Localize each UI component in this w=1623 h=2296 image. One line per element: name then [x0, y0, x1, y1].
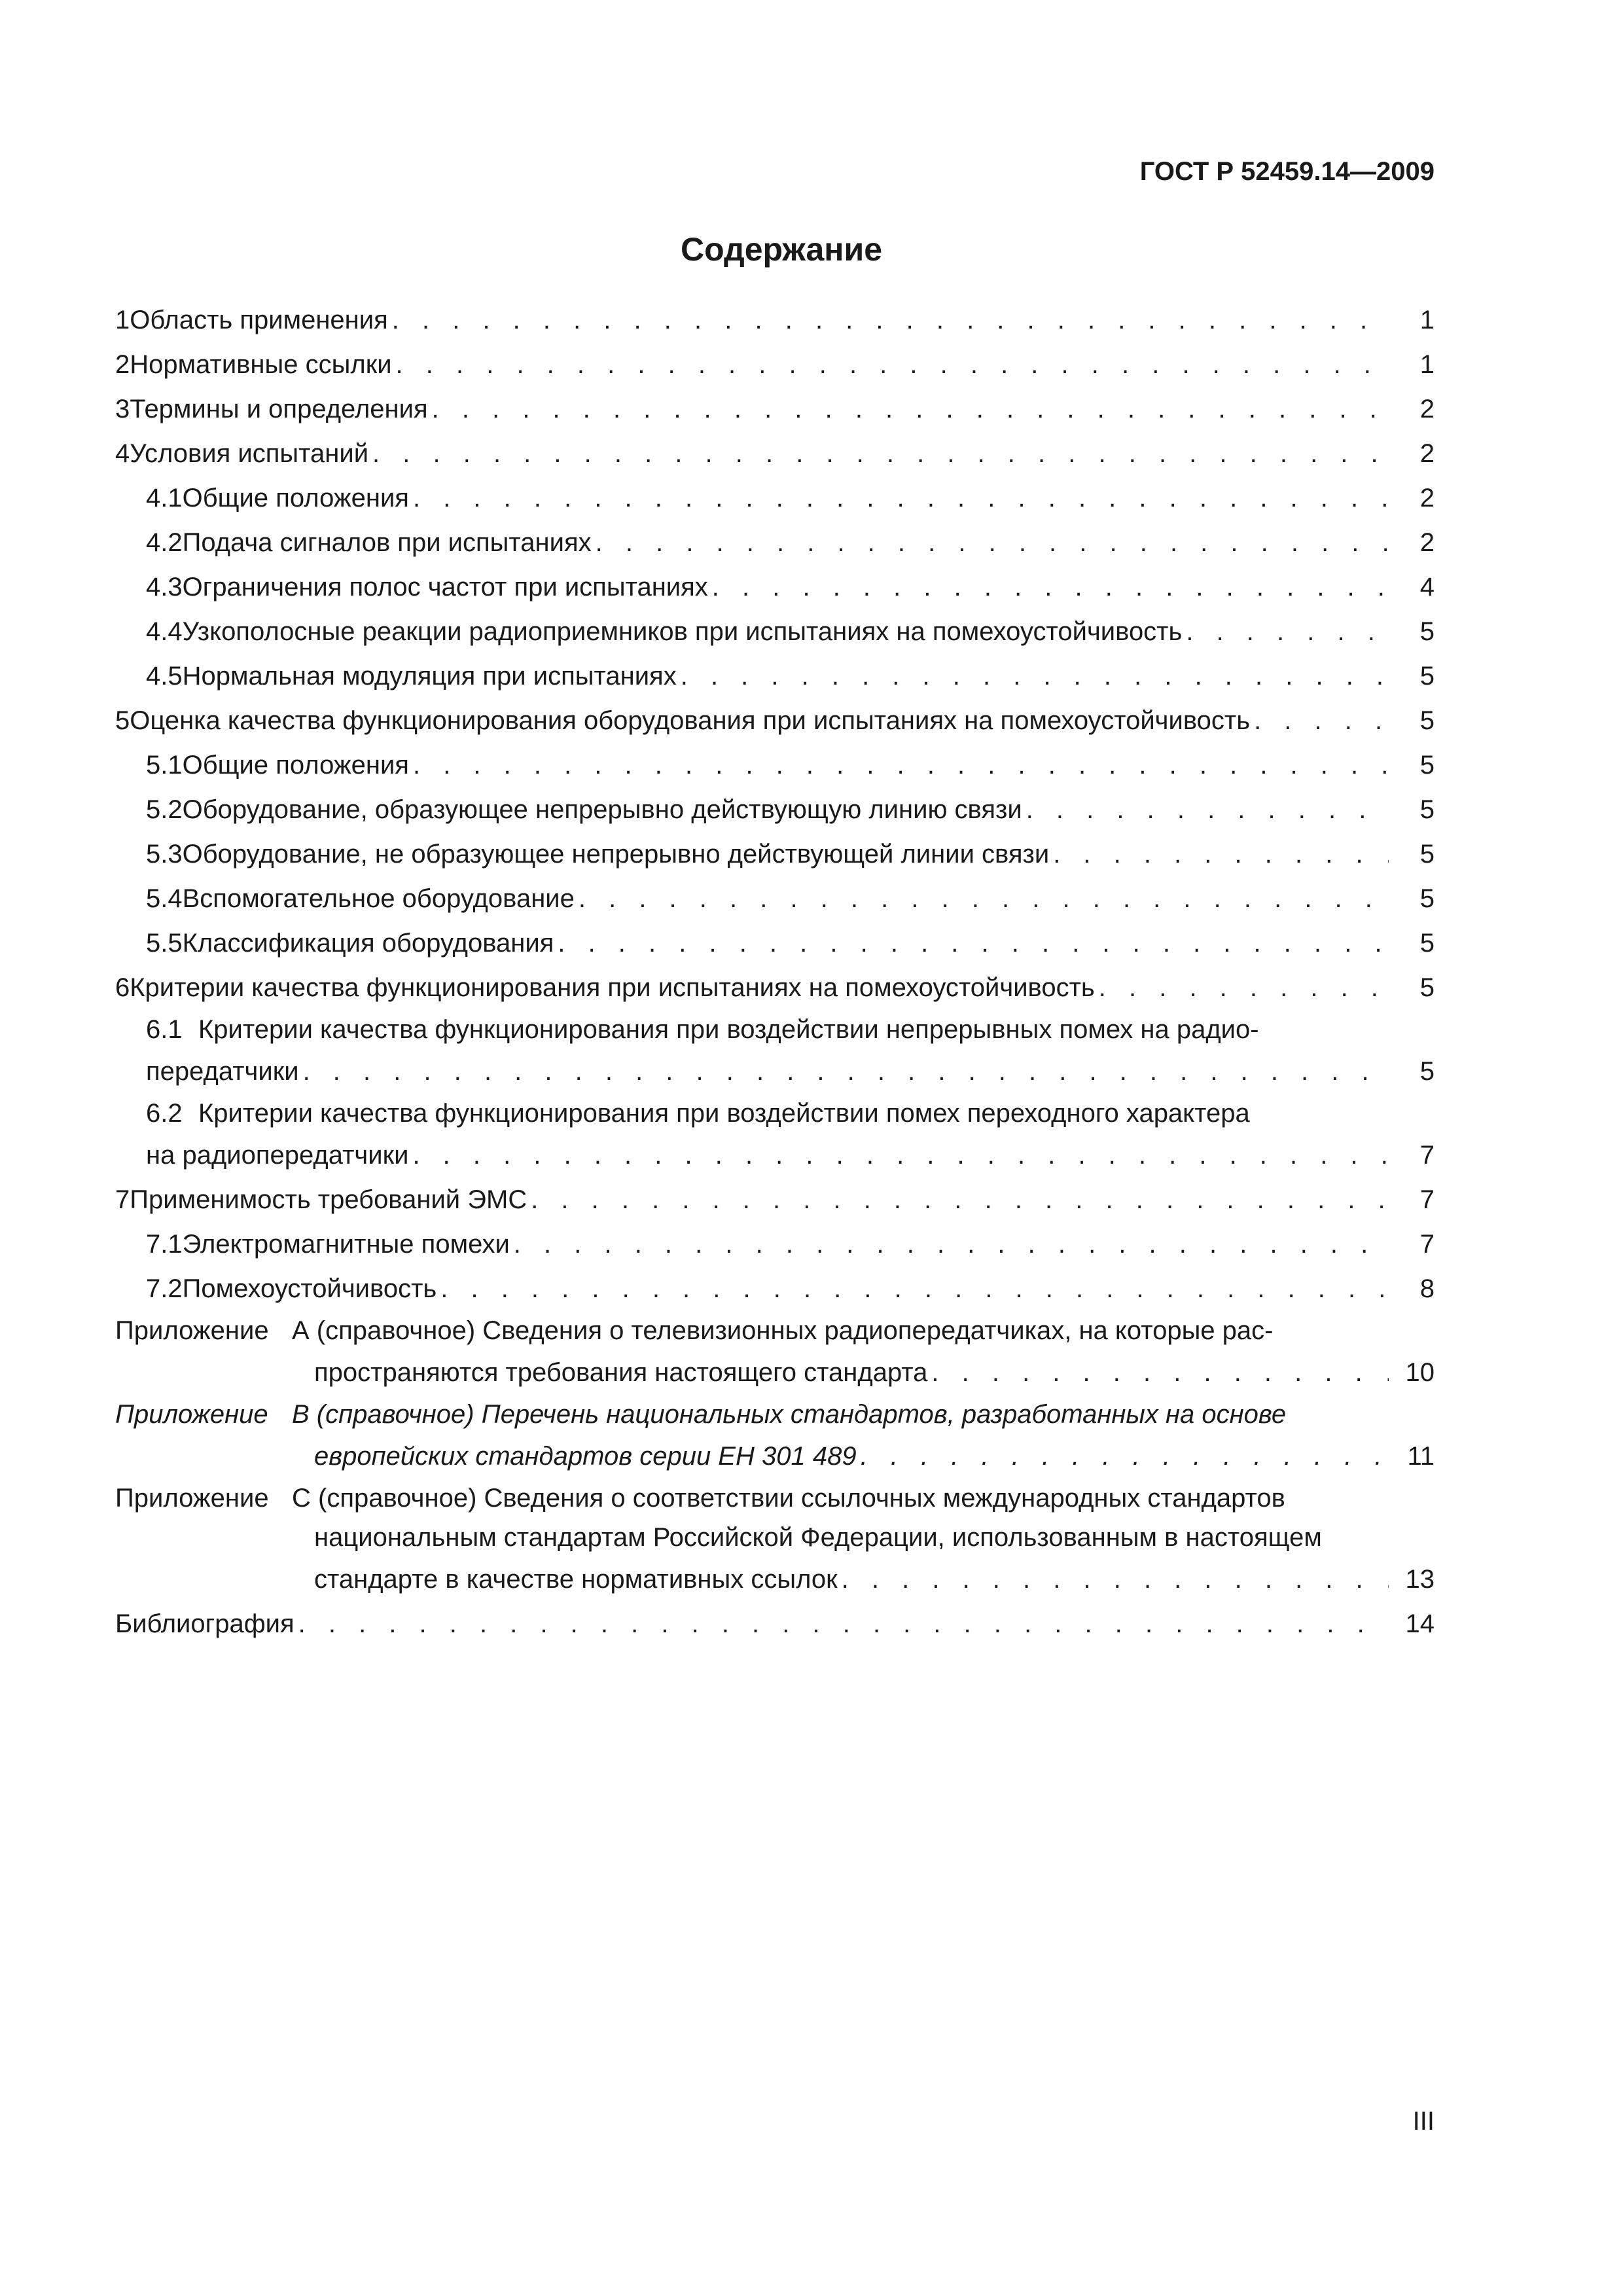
toc-subentry[interactable]	[115, 1094, 1435, 1177]
toc-entry-page: 2	[1419, 484, 1435, 512]
leader-dots	[372, 431, 1389, 476]
toc-entry-number: 3	[115, 395, 130, 423]
appendix-label: Приложение	[115, 1316, 269, 1345]
toc-entry-number: 1	[115, 306, 130, 334]
toc-entry-page: 4	[1419, 573, 1435, 601]
toc-entry-title: Нормативные ссылки	[130, 350, 392, 379]
toc-entry-number: 4.4	[146, 617, 183, 646]
toc-entry[interactable]	[115, 698, 1435, 743]
leader-dots	[579, 876, 1389, 921]
toc-entry-title: Область применения	[130, 306, 388, 334]
toc-entry-number: 6	[115, 973, 130, 1002]
toc-entry-page: 7	[1419, 1185, 1435, 1214]
toc-subentry[interactable]	[115, 787, 1435, 832]
toc-entry-title: Оценка качества функционирования оборудования при испытаниях на помехоустойчивость	[130, 706, 1251, 735]
toc-entry-title: Узкополосные реакции радиоприемников при испытаниях на помехоустойчивость	[182, 617, 1183, 646]
toc-entry-page: 5	[1419, 884, 1435, 913]
toc-entry-page: 7	[1419, 1141, 1435, 1170]
toc-entry[interactable]	[115, 1177, 1435, 1222]
toc-entry-title-line1: Критерии качества функционирования при воздействии непрерывных помех на радио-	[198, 1015, 1259, 1044]
toc-subentry[interactable]	[115, 1010, 1435, 1094]
toc-entry-number: 5.1	[146, 751, 183, 780]
toc-entry-title: Вспомогательное оборудование	[182, 884, 575, 913]
toc-entry-page: 7	[1419, 1230, 1435, 1259]
appendix-title-line1: А (справочное) Сведения о телевизионных радиопередатчиках, на которые рас-	[292, 1316, 1274, 1345]
toc-entry-page: 13	[1405, 1565, 1435, 1594]
toc-subentry[interactable]	[115, 565, 1435, 609]
toc-entry-number: 4.5	[146, 662, 183, 691]
toc-entry-title: Нормальная модуляция при испытаниях	[182, 662, 677, 691]
toc-subentry[interactable]	[115, 476, 1435, 520]
toc-entry-page: 5	[1419, 751, 1435, 780]
toc-entry-number: 4.3	[146, 573, 183, 601]
toc-bibliography[interactable]	[115, 1602, 1435, 1646]
toc-subentry[interactable]	[115, 609, 1435, 654]
toc-entry-title: Классификация оборудования	[182, 929, 554, 958]
toc-entry-page: 1	[1419, 350, 1435, 379]
toc-entry-title: Общие положения	[182, 751, 409, 780]
leader-dots	[514, 1222, 1389, 1266]
toc-appendix-b[interactable]	[115, 1395, 1435, 1479]
toc-entry[interactable]	[115, 387, 1435, 431]
leader-dots	[1254, 698, 1389, 743]
leader-dots	[1053, 832, 1389, 876]
toc-entry-number: 6.2	[146, 1099, 183, 1128]
toc-entry[interactable]	[115, 965, 1435, 1010]
toc-entry-page: 5	[1419, 795, 1435, 824]
document-code: ГОСТ Р 52459.14—2009	[1139, 157, 1435, 186]
toc-entry-number: 5.5	[146, 929, 183, 958]
appendix-title-line3: стандарте в качестве нормативных ссылок	[314, 1565, 838, 1594]
toc-entry-page: 1	[1419, 306, 1435, 334]
appendix-title-line2: национальным стандартам Российской Федерации, использованным в настоящем	[314, 1523, 1322, 1552]
toc-entry[interactable]	[115, 431, 1435, 476]
toc-entry-title: Условия испытаний	[130, 439, 369, 468]
toc-entry-number: 7	[115, 1185, 130, 1214]
toc-entry-title: Библиография	[115, 1609, 294, 1638]
toc-entry-page: 2	[1419, 528, 1435, 557]
toc-entry-page: 2	[1419, 395, 1435, 423]
leader-dots	[413, 743, 1389, 787]
toc-entry-title-line2: на радиопередатчики	[146, 1141, 409, 1170]
appendix-title-line2: европейских стандартов серии ЕН 301 489	[314, 1442, 857, 1471]
leader-dots	[681, 654, 1389, 698]
toc-heading: Содержание	[680, 231, 883, 268]
leader-dots	[413, 476, 1389, 520]
toc-subentry[interactable]	[115, 743, 1435, 787]
toc-entry-title: Оборудование, не образующее непрерывно действующей линии связи	[182, 840, 1050, 869]
leader-dots	[1186, 609, 1389, 654]
toc-subentry[interactable]	[115, 921, 1435, 965]
toc-entry-page: 5	[1419, 706, 1435, 735]
toc-entry-title-line1: Критерии качества функционирования при воздействии помех переходного характера	[198, 1099, 1250, 1128]
toc-entry-page: 5	[1419, 662, 1435, 691]
leader-dots	[596, 520, 1389, 565]
toc-entry-page: 8	[1419, 1274, 1435, 1303]
toc-entry-number: 5.3	[146, 840, 183, 869]
leader-dots	[558, 921, 1389, 965]
toc-entry-title: Критерии качества функционирования при испытаниях на помехоустойчивость	[130, 973, 1095, 1002]
toc-entry-number: 4	[115, 439, 130, 468]
toc-entry-page: 5	[1419, 929, 1435, 958]
toc-entry-title-line2: передатчики	[146, 1057, 299, 1086]
toc-entry-number: 7.2	[146, 1274, 183, 1303]
appendix-title-line2: пространяются требования настоящего стандарта	[314, 1358, 928, 1387]
leader-dots	[842, 1557, 1389, 1602]
toc-subentry[interactable]	[115, 1266, 1435, 1311]
leader-dots	[298, 1602, 1389, 1646]
toc-entry-number: 5	[115, 706, 130, 735]
toc-entry-title: Ограничения полос частот при испытаниях	[182, 573, 708, 601]
toc-entry-title: Общие положения	[182, 484, 409, 512]
leader-dots	[432, 387, 1389, 431]
leader-dots	[931, 1350, 1389, 1395]
toc-entry-page: 11	[1407, 1442, 1435, 1471]
appendix-label: Приложение	[115, 1484, 269, 1513]
page-number: III	[1412, 2107, 1435, 2136]
toc-entry-title: Применимость требований ЭМС	[130, 1185, 527, 1214]
toc-entry-title: Электромагнитные помехи	[182, 1230, 510, 1259]
leader-dots	[1026, 787, 1389, 832]
toc-appendix-a[interactable]	[115, 1311, 1435, 1395]
toc-entry-title: Помехоустойчивость	[182, 1274, 437, 1303]
toc-subentry[interactable]	[115, 520, 1435, 565]
toc-entry-page: 14	[1405, 1609, 1435, 1638]
toc-entry-page: 5	[1419, 840, 1435, 869]
leader-dots	[303, 1049, 1389, 1094]
toc-entry[interactable]	[115, 342, 1435, 387]
toc-entry-page: 2	[1419, 439, 1435, 468]
leader-dots	[712, 565, 1389, 609]
toc-entry-number: 5.2	[146, 795, 183, 824]
toc-entry-page: 5	[1419, 1057, 1435, 1086]
leader-dots	[412, 1133, 1389, 1177]
leader-dots	[440, 1266, 1389, 1311]
toc-entry-page: 5	[1419, 973, 1435, 1002]
toc-appendix-c[interactable]	[115, 1479, 1435, 1602]
toc-entry-title: Термины и определения	[130, 395, 428, 423]
appendix-title-line1: С (справочное) Сведения о соответствии ссылочных международных стандартов	[292, 1484, 1285, 1513]
toc-entry-number: 6.1	[146, 1015, 183, 1044]
leader-dots	[392, 298, 1389, 342]
toc-entry-number: 2	[115, 350, 130, 379]
leader-dots	[396, 342, 1389, 387]
toc-entry-number: 5.4	[146, 884, 183, 913]
toc-entry[interactable]	[115, 298, 1435, 342]
toc-entry-number: 7.1	[146, 1230, 183, 1259]
table-of-contents	[115, 298, 1435, 1646]
appendix-title-line1: В (справочное) Перечень национальных стандартов, разработанных на основе	[292, 1400, 1287, 1429]
leader-dots	[1099, 965, 1389, 1010]
appendix-label: Приложение	[115, 1400, 268, 1429]
toc-entry-number: 4.2	[146, 528, 183, 557]
leader-dots	[531, 1177, 1389, 1222]
toc-entry-page: 10	[1405, 1358, 1435, 1387]
toc-subentry[interactable]	[115, 876, 1435, 921]
toc-entry-title: Оборудование, образующее непрерывно действующую линию связи	[182, 795, 1022, 824]
toc-subentry[interactable]	[115, 832, 1435, 876]
toc-subentry[interactable]	[115, 1222, 1435, 1266]
toc-subentry[interactable]	[115, 654, 1435, 698]
toc-entry-number: 4.1	[146, 484, 183, 512]
toc-entry-title: Подача сигналов при испытаниях	[182, 528, 592, 557]
leader-dots	[861, 1434, 1389, 1479]
toc-entry-page: 5	[1419, 617, 1435, 646]
